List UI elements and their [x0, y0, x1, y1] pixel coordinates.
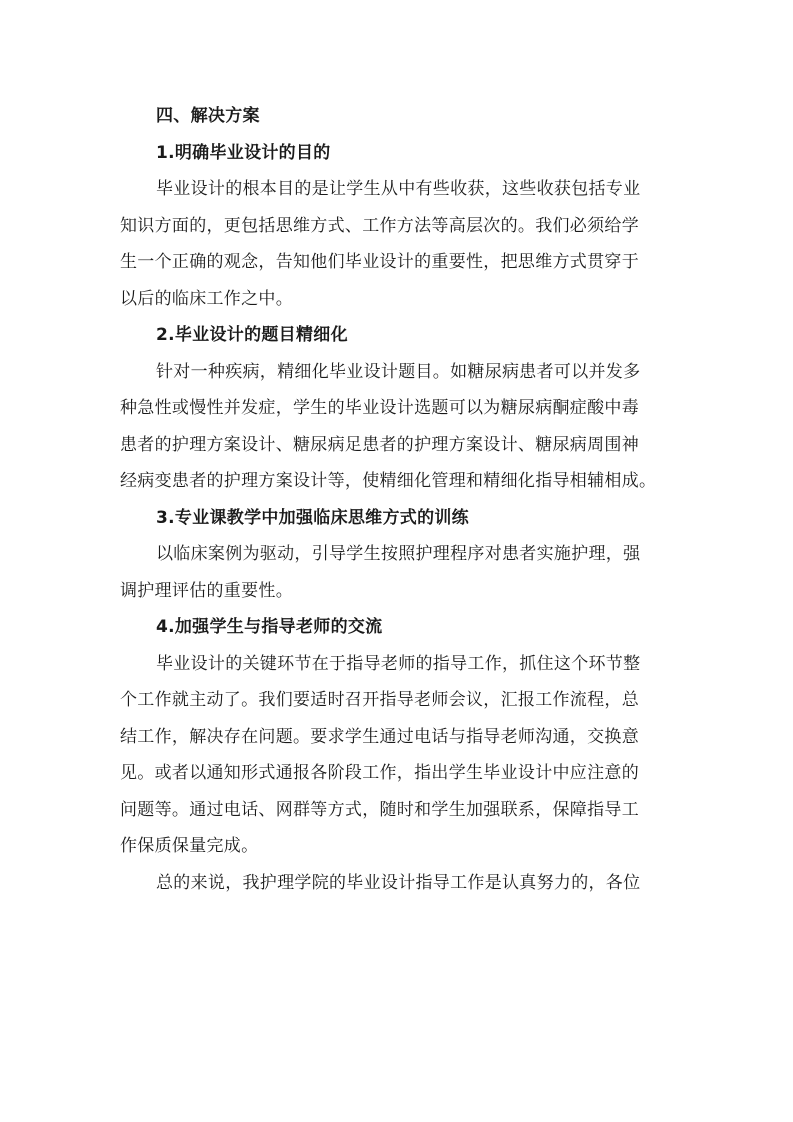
- document-body: [120, 98, 690, 901]
- paragraph-line: 经病变患者的护理方案设计等，使精细化管理和精细化指导相辅相成。: [120, 471, 657, 491]
- subsection-3-title: 3.专业课教学中加强临床思维方式的训练: [156, 507, 469, 528]
- subsection-1-title: 1.明确毕业设计的目的: [156, 142, 331, 163]
- subsection-4-paragraph: [120, 646, 690, 865]
- subsection-3-paragraph: [120, 536, 690, 609]
- paragraph-line: 知识方面的，更包括思维方式、工作方法等高层次的。我们必须给学: [120, 215, 639, 236]
- conclusion-paragraph: [120, 865, 690, 902]
- paragraph-line: 毕业设计的关键环节在于指导老师的指导工作，抓住这个环节整: [156, 653, 641, 674]
- subsection-1-paragraph: [120, 171, 690, 317]
- paragraph-line: 个工作就主动了。我们要适时召开指导老师会议，汇报工作流程，总: [120, 690, 639, 710]
- subsection-2-paragraph: [120, 354, 690, 500]
- section-title: 四、解决方案: [156, 106, 260, 126]
- paragraph-line: 以后的临床工作之中。: [120, 288, 293, 309]
- paragraph-line: 见。或者以通知形式通报各阶段工作，指出学生毕业设计中应注意的: [120, 763, 639, 783]
- paragraph-line: 种急性或慢性并发症，学生的毕业设计选题可以为糖尿病酮症酸中毒: [120, 398, 639, 418]
- paragraph-line: 结工作，解决存在问题。要求学生通过电话与指导老师沟通，交换意: [120, 726, 639, 747]
- paragraph-line: 调护理评估的重要性。: [120, 580, 293, 601]
- subsection-2-title: 2.毕业设计的题目精细化: [156, 325, 348, 345]
- paragraph-line: 生一个正确的观念，告知他们毕业设计的重要性，把思维方式贯穿于: [120, 252, 639, 272]
- paragraph-line: 总的来说，我护理学院的毕业设计指导工作是认真努力的，各位: [156, 872, 641, 893]
- paragraph-line: 针对一种疾病，精细化毕业设计题目。如糖尿病患者可以并发多: [156, 361, 641, 382]
- paragraph-line: 作保质保量完成。: [120, 836, 259, 856]
- paragraph-line: 毕业设计的根本目的是让学生从中有些收获，这些收获包括专业: [156, 179, 641, 199]
- subsection-4-title: 4.加强学生与指导老师的交流: [156, 617, 383, 637]
- paragraph-line: 患者的护理方案设计、糖尿病足患者的护理方案设计、糖尿病周围神: [120, 434, 639, 455]
- paragraph-line: 以临床案例为驱动，引导学生按照护理程序对患者实施护理，强: [156, 544, 641, 564]
- paragraph-line: 问题等。通过电话、网群等方式，随时和学生加强联系，保障指导工: [120, 799, 639, 820]
